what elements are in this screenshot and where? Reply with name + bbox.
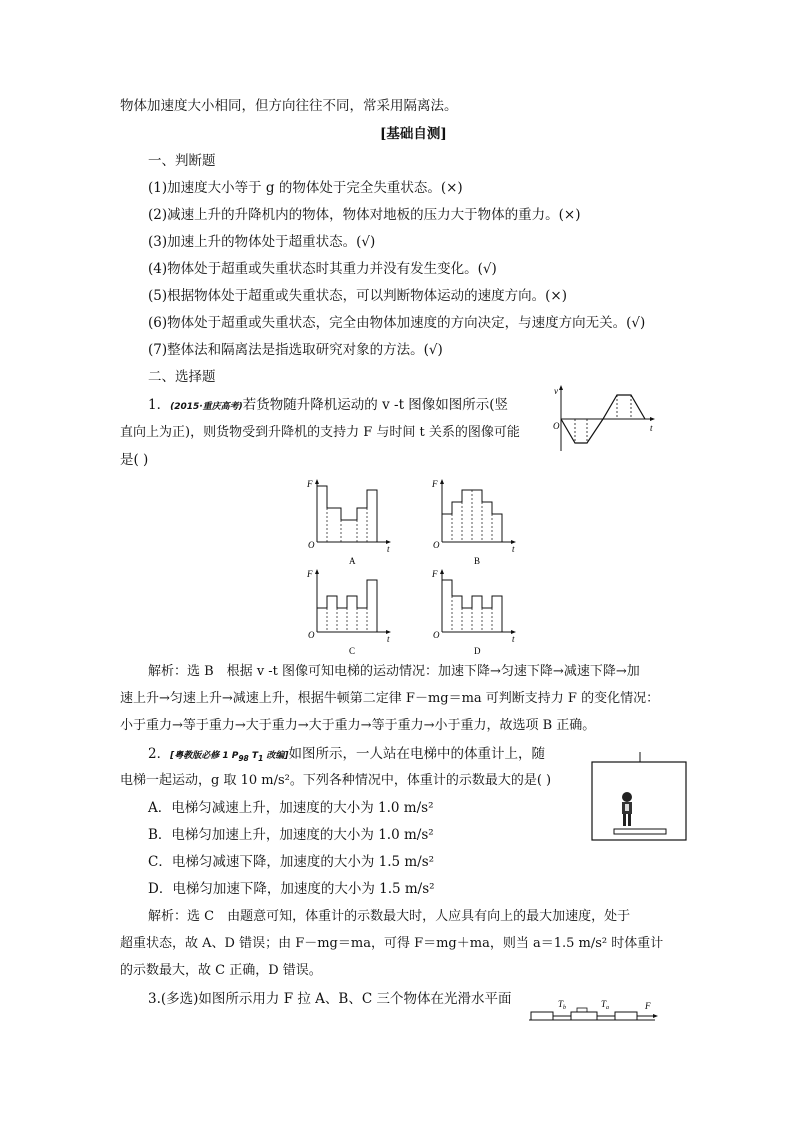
part1-heading: 一、判断题 bbox=[148, 153, 216, 169]
elevator-car bbox=[592, 762, 686, 840]
part2-heading: 二、选择题 bbox=[148, 369, 216, 385]
q2-analysis-2: 超重状态，故 A、D 错误；由 F－mg＝ma，可得 F＝mg＋ma，则当 a＝1.5 m/s² 时体重计 bbox=[120, 936, 664, 951]
q2-number: 2． bbox=[148, 746, 171, 762]
q1-line1 bbox=[148, 396, 508, 416]
q1-line3: 是( ) bbox=[120, 452, 149, 468]
graph-d-label: D bbox=[474, 646, 481, 656]
graph-d-o-label: O bbox=[433, 630, 440, 640]
judge-item-6: (6)物体处于超重或失重状态，完全由物体加速度的方向决定，与速度方向无关。(√) bbox=[148, 315, 646, 331]
graph-b-o-label: O bbox=[433, 540, 440, 550]
force-f-label: F bbox=[645, 1001, 651, 1011]
q2-option-a: A．电梯匀减速上升，加速度的大小为 1.0 m/s² bbox=[148, 800, 434, 816]
block-a bbox=[615, 1012, 637, 1020]
q2-line2: 电梯一起运动，g 取 10 m/s²。下列各种情况中，体重计的示数最大的是( ) bbox=[120, 773, 552, 788]
graph-c-label: C bbox=[349, 646, 356, 656]
graph-a-t-label: t bbox=[387, 544, 390, 554]
scale-platform bbox=[614, 829, 666, 834]
graph-d-t-label: t bbox=[512, 634, 515, 644]
q1-line2: 直向上为正)，则货物受到升降机的支持力 F 与时间 t 关系的图像可能 bbox=[120, 425, 520, 440]
vt-graph-figure bbox=[553, 383, 658, 453]
q2-analysis-1: 解析：选 C 由题意可知，体重计的示数最大时，人应具有向上的最大加速度，处于 bbox=[148, 909, 631, 924]
judge-item-5: (5)根据物体处于超重或失重状态，可以判断物体运动的速度方向。(×) bbox=[148, 288, 567, 304]
option-graph-c bbox=[305, 568, 395, 656]
graph-c-f-label: F bbox=[307, 569, 313, 579]
q1-source: (2015·重庆高考) bbox=[170, 402, 243, 412]
q2-option-b: B．电梯匀加速上升，加速度的大小为 1.0 m/s² bbox=[148, 827, 434, 843]
tension-a-label: $T_a$ bbox=[601, 999, 610, 1011]
graph-a-f-label: F bbox=[307, 479, 313, 489]
graph-b-f-label: F bbox=[432, 479, 438, 489]
q2-option-c: C．电梯匀减速下降，加速度的大小为 1.5 m/s² bbox=[148, 854, 435, 870]
judge-item-4: (4)物体处于超重或失重状态时其重力并没有发生变化。(√) bbox=[148, 261, 497, 277]
vt-v-label: v bbox=[554, 386, 558, 396]
blocks-figure bbox=[527, 995, 662, 1023]
block-c bbox=[531, 1012, 553, 1020]
q1-number: 1． bbox=[148, 397, 171, 413]
intro-line: 物体加速度大小相同，但方向往往不同，常采用隔离法。 bbox=[120, 98, 458, 114]
judge-item-2: (2)减速上升的升降机内的物体，物体对地板的压力大于物体的重力。(×) bbox=[148, 207, 581, 223]
judge-item-3: (3)加速上升的物体处于超重状态。(√) bbox=[148, 234, 376, 250]
graph-c-o-label: O bbox=[308, 630, 315, 640]
q3-line1: 3.(多选)如图所示用力 F 拉 A、B、C 三个物体在光滑水平面 bbox=[148, 991, 512, 1007]
q1-stem-line1: 若货物随升降机运动的 v -t 图像如图所示(竖 bbox=[242, 397, 509, 413]
option-graph-b bbox=[430, 478, 520, 566]
option-graph-a bbox=[305, 478, 395, 566]
tension-b-label: $T_b$ bbox=[558, 999, 567, 1011]
person-icon bbox=[622, 792, 632, 826]
section-header: [基础自测] bbox=[380, 126, 447, 142]
q1-analysis-2: 速上升→匀速上升→减速上升，根据牛顿第二定律 F－mg＝ma 可判断支持力 F 的变化情况： bbox=[120, 691, 660, 706]
q2-line1 bbox=[148, 745, 545, 768]
vt-origin-label: O bbox=[553, 421, 560, 431]
graph-c-t-label: t bbox=[387, 634, 390, 644]
judge-item-7: (7)整体法和隔离法是指选取研究对象的方法。(√) bbox=[148, 342, 443, 358]
graph-d-f-label: F bbox=[432, 569, 438, 579]
q1-analysis-1: 解析：选 B 根据 v -t 图像可知电梯的运动情况：加速下降→匀速下降→减速下降→加 bbox=[148, 664, 640, 679]
graph-b-t-label: t bbox=[512, 544, 515, 554]
graph-a-o-label: O bbox=[308, 540, 315, 550]
graph-a-label: A bbox=[349, 556, 356, 566]
vt-t-label: t bbox=[650, 423, 653, 433]
graph-b-label: B bbox=[474, 556, 481, 566]
q2-option-d: D．电梯匀加速下降，加速度的大小为 1.5 m/s² bbox=[148, 881, 435, 897]
option-graph-d bbox=[430, 568, 520, 656]
q1-analysis-3: 小于重力→等于重力→大于重力→大于重力→等于重力→小于重力，故选项 B 正确。 bbox=[120, 718, 596, 733]
q2-source: [粤教版必修 1 $P_{98}$ $T_1$ 改编] bbox=[170, 751, 289, 763]
judge-item-1: (1)加速度大小等于 g 的物体处于完全失重状态。(×) bbox=[148, 180, 463, 196]
q2-analysis-3: 的示数最大，故 C 正确，D 错误。 bbox=[120, 963, 322, 978]
elevator-figure bbox=[590, 752, 690, 842]
block-b bbox=[571, 1012, 597, 1020]
q2-stem-line1: 如图所示，一人站在电梯中的体重计上，随 bbox=[288, 746, 546, 762]
